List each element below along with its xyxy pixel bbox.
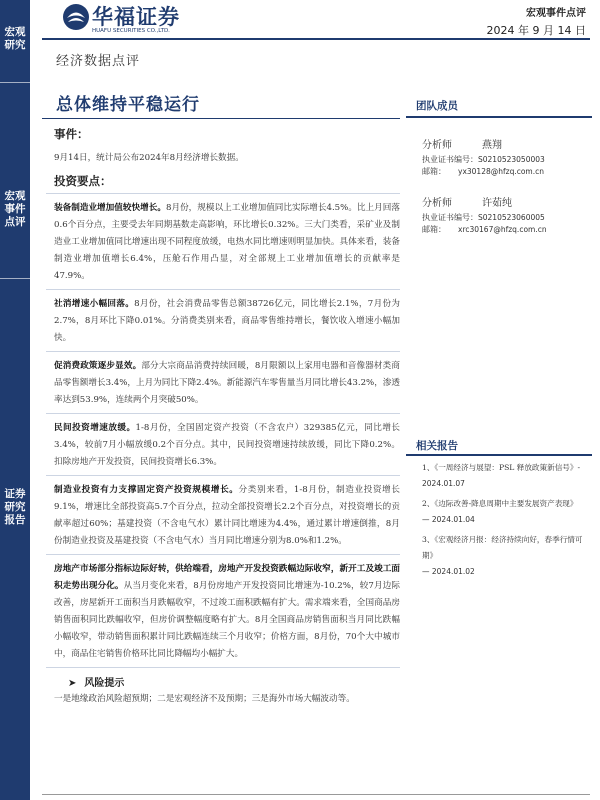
point-block (46, 352, 400, 413)
analyst-cert-row (422, 212, 592, 224)
related-rule (406, 454, 592, 456)
risk-heading (68, 674, 400, 689)
cert-number: S0210523060005 (478, 213, 545, 222)
main-content (46, 120, 400, 708)
point-paragraph (54, 482, 400, 550)
logo-emblem-icon (62, 3, 90, 31)
related-report-date: 2024.01.07 (422, 479, 465, 488)
analyst-email[interactable]: xrc30167@hfzq.com.cn (458, 225, 547, 234)
subcategory: 经济数据点评 (56, 54, 141, 69)
analyst-card (422, 196, 592, 236)
team-rule (406, 116, 592, 118)
company-logo (62, 1, 222, 41)
sidebar-label-event: 宏观事件点评 (4, 190, 26, 228)
point-paragraph (54, 200, 400, 285)
analyst-cert-row (422, 154, 592, 166)
point-text: 1-8月份，全国固定资产投资（不含农户）329385亿元，同比增长3.4%，较前7月小幅放缓0.2个百分点。其中，民间投资增速持续放缓，同比下降0.2%。扣除房地产开发投资，民间投资增长6.3%。 (54, 423, 400, 467)
risk-heading-label: 风险提示 (84, 678, 125, 689)
report-date: 2024 年 9 月 14 日 (486, 24, 586, 37)
related-heading: 相关报告 (416, 440, 458, 452)
point-block (46, 290, 400, 351)
point-text: 从当月变化来看，8月份房地产开发投资同比增速为-10.2%，较7月边际改善，房屋新开工面积当月跌幅收窄，不过竣工面积跌幅有扩大。需求端来看，全国商品房销售面积同比跌幅收窄，但房价调整幅度略有扩大。8月全国商品房销售面积当月同比跌幅小幅收窄，带动销售面积累计同比跌幅连续三个月收窄；价格方面，8月份，70个大中城市中，商品住宅销售价格环比同比降幅均小幅扩大。 (54, 581, 400, 659)
analyst-role: 分析师 (422, 140, 452, 151)
analyst-card (422, 138, 592, 178)
related-report-title[interactable]: 3、《宏观经济月报：经济持续向好，春季行情可期》 (422, 535, 583, 560)
related-report-title[interactable]: 1、《一周经济与展望：PSL 释放政策新信号》- (422, 463, 581, 472)
footer-rule (42, 794, 590, 795)
related-report-item[interactable] (422, 496, 592, 528)
analyst-name-row (422, 138, 592, 154)
analyst-role: 分析师 (422, 198, 452, 209)
point-text: 8月份，社会消费品零售总额38726亿元，同比增长2.1%，7月份为2.7%，8月环比下降0.01%。分消费类别来看，商品零售维持增长，餐饮收入增速小幅加快。 (54, 299, 400, 343)
cert-label: 执业证书编号： (422, 155, 478, 164)
related-reports-list (422, 460, 592, 580)
sidebar-label-report: 证券研究报告 (4, 488, 26, 526)
sidebar-separator (0, 278, 30, 279)
cert-number: S0210523050003 (478, 155, 545, 164)
brand-name-cn: 华福证券 (92, 5, 180, 29)
point-lead: 社消增速小幅回落。 (54, 299, 135, 309)
team-heading: 团队成员 (416, 100, 458, 112)
analyst-email[interactable]: yx30128@hfzq.com.cn (458, 167, 544, 176)
point-text: 8月份，规模以上工业增加值同比实际增长4.5%。比上月回落0.6个百分点，主要受去年同期基数走高影响，环比增长0.32%。三大门类看，采矿业及制造业工业增加值同比增速出现不同程度放缓，电热水同比增速则明显加快。具体来看，装备制造业增加值增长6.4%，压舱石作用凸显，对全部规上工业增加值增长的贡献率是47.9%。 (54, 203, 400, 281)
related-report-date: — 2024.01.02 (422, 567, 475, 576)
point-lead: 制造业投资有力支撑固定资产投资规模增长。 (54, 485, 239, 495)
event-heading: 事件： (54, 127, 89, 141)
page-title: 总体维持平稳运行 (56, 95, 200, 115)
point-lead: 房地产市场部分指标边际好转，供给端看，房地产开发投资跌幅边际收窄，新开工及竣工面积走势出现分化。 (54, 564, 400, 591)
point-block (46, 476, 400, 554)
analyst-name: 燕翔 (482, 140, 502, 151)
arrow-right-icon: ➤ (68, 678, 77, 689)
analyst-name: 许茹纯 (482, 198, 512, 209)
related-report-date: — 2024.01.04 (422, 515, 475, 524)
title-rule (42, 118, 400, 119)
related-report-item[interactable] (422, 532, 592, 580)
point-text: 部分大宗商品消费持续回暖，8月限额以上家用电器和音像器材类商品零售额增长3.4%，上月为同比下降2.4%。新能源汽车零售量当月同比增长43.2%，渗透率达到53.9%，连续两个月突破50%。 (54, 361, 400, 405)
analyst-email-row (422, 224, 592, 236)
point-block (46, 194, 400, 289)
left-sidebar (0, 0, 30, 800)
analyst-name-row (422, 196, 592, 212)
report-type: 宏观事件点评 (526, 8, 586, 19)
analyst-email-row (422, 166, 592, 178)
sidebar-label-macro: 宏观研究 (4, 26, 26, 51)
email-label: 邮箱： (422, 167, 446, 176)
cert-label: 执业证书编号： (422, 213, 478, 222)
points-heading: 投资要点： (54, 174, 112, 188)
point-block (46, 414, 400, 475)
point-lead: 促消费政策逐步显效。 (54, 361, 142, 371)
risk-text: 一是地缘政治风险超预期；二是宏观经济不及预期；三是海外市场大幅波动等。 (54, 694, 355, 704)
point-paragraph (54, 561, 400, 663)
related-report-title[interactable]: 2、《边际改善-降息周期中主要发展资产表现》 (422, 499, 578, 508)
related-report-item[interactable] (422, 460, 592, 492)
event-text: 9月14日，统计局公布2024年8月经济增长数据。 (54, 153, 244, 163)
point-paragraph (54, 296, 400, 347)
risk-block (46, 668, 400, 708)
point-lead: 民间投资增速放缓。 (54, 423, 136, 433)
point-text: 分类别来看，1-8月份，制造业投资增长9.1%，增速比全部投资高5.7个百分点，拉动全部投资增长2.2个百分点，对投资增长的贡献率超过60%；基建投资（不含电气水）累计同比增速为4.4%，通过累计增速倒推，8月份制造业投资及基建投资（不含电气水）当月同比增速分别为8.0%和1.2%。 (54, 485, 400, 546)
point-paragraph (54, 358, 400, 409)
brand-name-en: HUAFU SECURITIES CO.,LTD. (92, 28, 170, 34)
header-rule (42, 38, 590, 40)
sidebar-separator (0, 82, 30, 83)
point-lead: 装备制造业增加值较快增长。 (54, 203, 166, 213)
point-paragraph (54, 420, 400, 471)
email-label: 邮箱： (422, 225, 446, 234)
point-block (46, 555, 400, 667)
